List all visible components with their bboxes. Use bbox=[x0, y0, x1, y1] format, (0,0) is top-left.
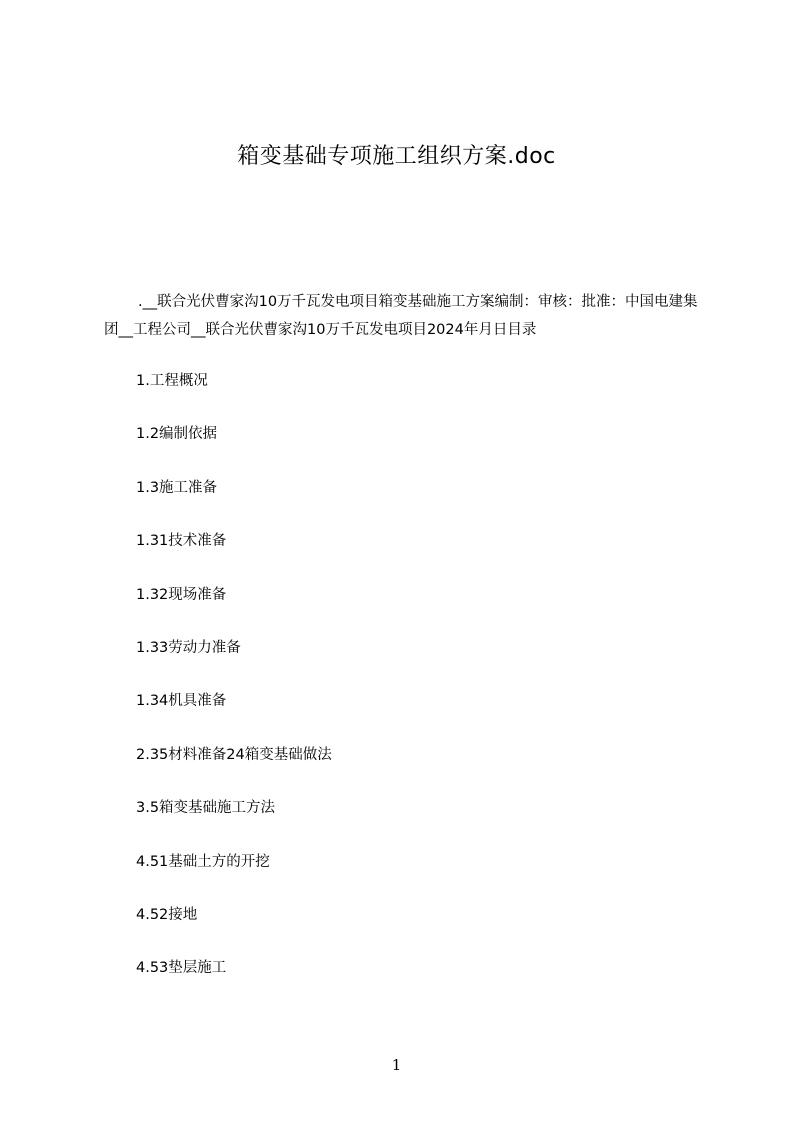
toc-item: 1.工程概况 bbox=[136, 373, 208, 389]
intro-paragraph: .__联合光伏曹家沟10万千瓦发电项目箱变基础施工方案编制：审核：批准：中国电建集团__工程公司__联合光伏曹家沟10万千瓦发电项目2024年月日目录 bbox=[104, 294, 698, 338]
table-of-contents bbox=[136, 367, 332, 1008]
toc-item: 2.35材料准备24箱变基础做法 bbox=[136, 746, 332, 763]
toc-item: 4.51基础土方的开挖 bbox=[136, 853, 270, 870]
toc-item: 1.32现场准备 bbox=[136, 586, 227, 603]
toc-item: 3.5箱变基础施工方法 bbox=[136, 800, 276, 817]
toc-item: 1.33劳动力准备 bbox=[136, 639, 241, 656]
toc-item: 1.2编制依据 bbox=[136, 426, 218, 443]
page-number: 1 bbox=[391, 1056, 402, 1074]
toc-item: 4.53垫层施工 bbox=[136, 960, 227, 977]
toc-item: 1.34机具准备 bbox=[136, 693, 227, 710]
toc-item: 4.52接地 bbox=[136, 906, 198, 923]
toc-item: 1.31技术准备 bbox=[136, 533, 227, 550]
toc-item: 1.3施工准备 bbox=[136, 479, 218, 496]
document-title: 箱变基础专项施工组织方案.doc bbox=[237, 144, 556, 169]
